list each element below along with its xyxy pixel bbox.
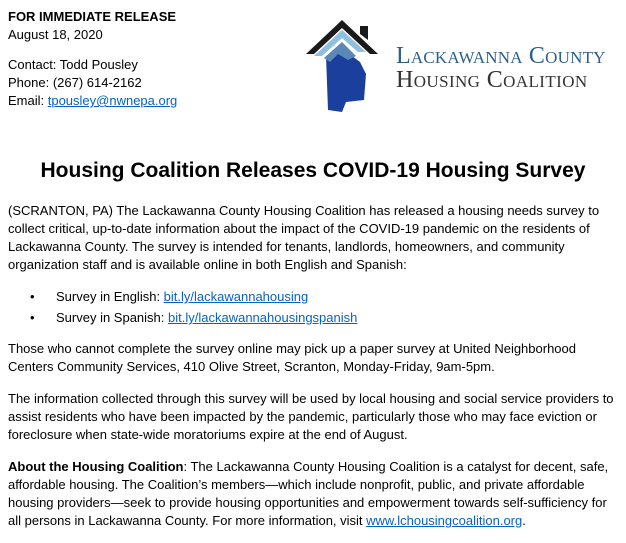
bullet-icon: • (30, 289, 35, 304)
release-label: FOR IMMEDIATE RELEASE (8, 9, 177, 24)
paper-survey-paragraph: Those who cannot complete the survey online may pick up a paper survey at United Neighborhood Centers Community Services, 410 Olive Street, Scranton, Monday-Friday, 9am-5pm. (8, 341, 576, 374)
logo-line-county: Lackawanna County (396, 43, 606, 69)
information-use-paragraph: The information collected through this survey will be used by local housing and social service providers to assist residents who have been impacted by the pandemic, particularly those who may face eviction or foreclosure when state-wide moratoriums expire at the end of August. (8, 391, 614, 442)
about-colon: : (183, 459, 188, 474)
spacer (8, 44, 177, 56)
release-date: August 18, 2020 (8, 27, 103, 42)
logo-line-coalition: Housing Coalition (396, 67, 588, 93)
website-link[interactable]: www.lchousingcoalition.org (366, 513, 523, 528)
survey-link-list (30, 288, 590, 330)
list-item (30, 309, 590, 330)
email-label: Email: (8, 93, 48, 108)
about-paragraph (8, 458, 620, 530)
contact-phone: Phone: (267) 614-2162 (8, 75, 142, 90)
about-heading: About the Housing Coalition (8, 459, 184, 474)
press-header (8, 8, 177, 110)
list-item (30, 288, 590, 309)
bullet-label: Survey in Spanish: (56, 310, 169, 325)
email-link[interactable]: tpousley@nwnepa.org (47, 93, 178, 108)
coalition-logo (304, 14, 624, 114)
bullet-icon: • (30, 310, 35, 325)
intro-paragraph: (SCRANTON, PA) The Lackawanna County Housing Coalition has released a housing needs survey to collect critical, up-to-date information about the impact of the COVID-19 pandemic on the residents of Lackawanna County. The survey is intended for tenants, landlords, homeowners, and community organization staff and is available online in both English and Spanish: (8, 203, 600, 272)
about-end: . (522, 513, 526, 528)
page-title: Housing Coalition Releases COVID-19 Housing Survey (40, 159, 586, 182)
spanish-survey-link[interactable]: bit.ly/lackawannahousingspanish (168, 310, 358, 325)
about-text: The Lackawanna County Housing Coalition is a catalyst for decent, safe, affordable housing. The Coalition’s members—which include nonprofit, public, and private affordable housing providers—seek to provide housing opportunities and empowerment towards self-sufficiency for all persons in Lackawanna County. For more information, visit (8, 459, 609, 528)
contact-name: Contact: Todd Pousley (8, 57, 138, 72)
logo-wordmark (396, 44, 606, 92)
county-house-icon (304, 14, 404, 114)
english-survey-link[interactable]: bit.ly/lackawannahousing (163, 289, 309, 304)
bullet-label: Survey in English: (56, 289, 164, 304)
contact-email (8, 92, 177, 110)
